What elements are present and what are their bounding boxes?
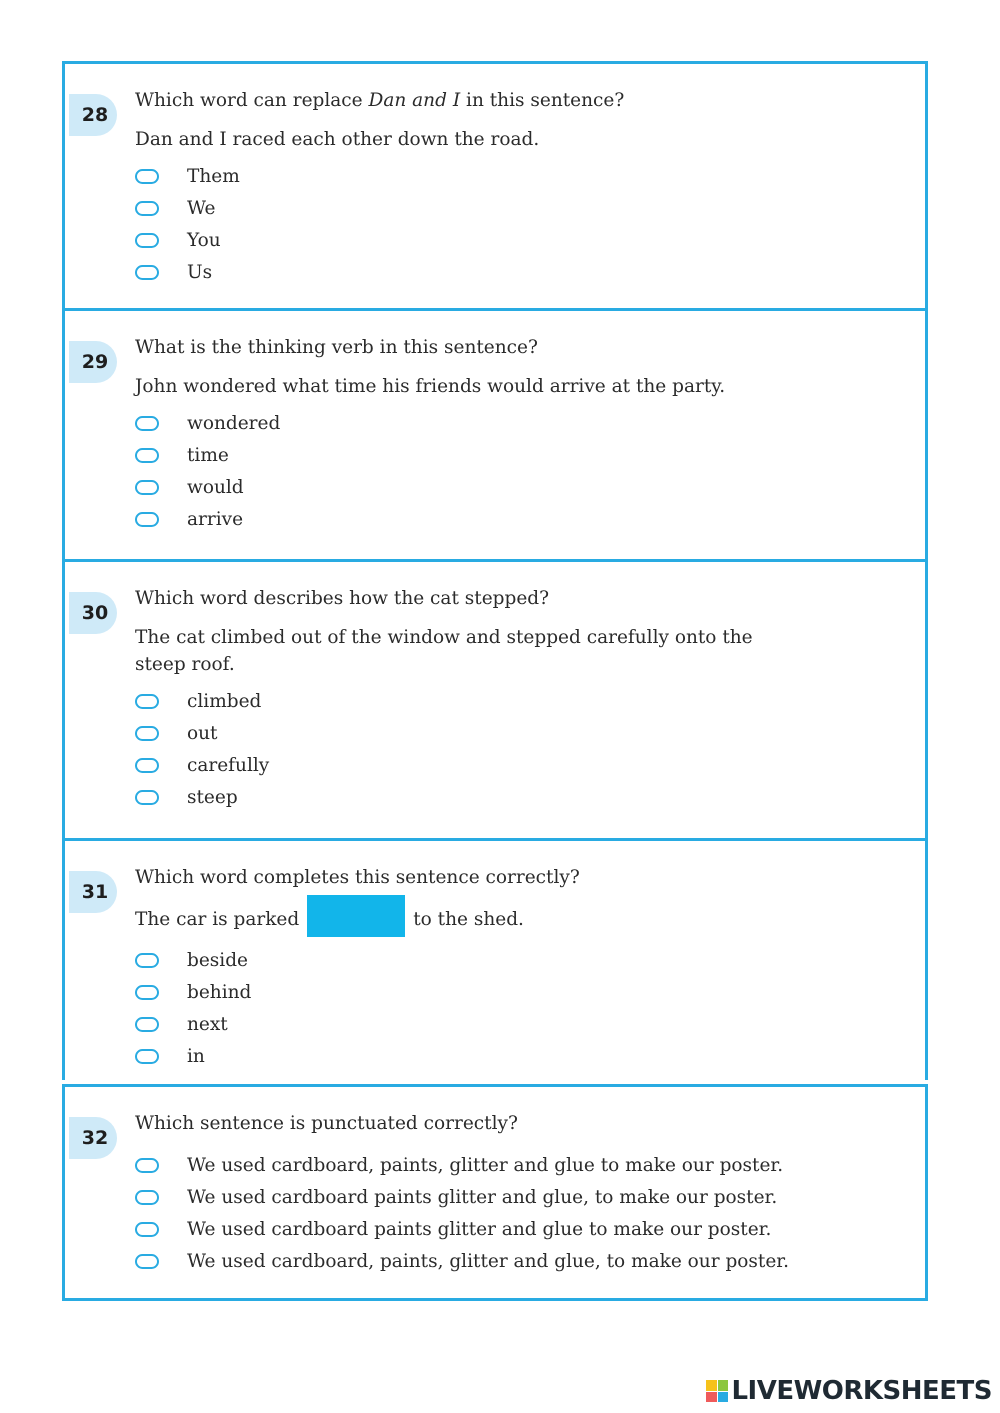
radio-oval-icon[interactable] xyxy=(135,265,159,280)
answer-option[interactable] xyxy=(135,1245,905,1277)
question-prompt: Which word describes how the cat stepped? xyxy=(135,588,550,609)
answer-options xyxy=(135,407,905,535)
logo-tile xyxy=(706,1380,717,1391)
option-label: climbed xyxy=(187,690,262,712)
question-29 xyxy=(62,311,928,562)
radio-oval-icon[interactable] xyxy=(135,1222,159,1237)
question-prompt: Which word completes this sentence correctly? xyxy=(135,867,580,888)
option-label: Them xyxy=(187,165,240,187)
radio-oval-icon[interactable] xyxy=(135,726,159,741)
radio-oval-icon[interactable] xyxy=(135,694,159,709)
option-label: steep xyxy=(187,786,238,808)
answer-option[interactable] xyxy=(135,717,905,749)
option-label: next xyxy=(187,1013,228,1035)
option-label: would xyxy=(187,476,244,498)
radio-oval-icon[interactable] xyxy=(135,1190,159,1205)
answer-option[interactable] xyxy=(135,256,905,288)
radio-oval-icon[interactable] xyxy=(135,758,159,773)
radio-oval-icon[interactable] xyxy=(135,233,159,248)
answer-blank-input[interactable] xyxy=(307,895,405,937)
question-32 xyxy=(62,1084,928,1301)
logo-tiles-icon xyxy=(706,1380,728,1402)
logo-tile xyxy=(706,1392,717,1403)
option-label: We used cardboard, paints, glitter and glue, to make our poster. xyxy=(187,1250,789,1272)
liveworksheets-logo xyxy=(706,1376,992,1406)
answer-option[interactable] xyxy=(135,1213,905,1245)
answer-option[interactable] xyxy=(135,407,905,439)
option-label: out xyxy=(187,722,218,744)
radio-oval-icon[interactable] xyxy=(135,480,159,495)
option-label: We xyxy=(187,197,216,219)
answer-options xyxy=(135,944,905,1072)
radio-oval-icon[interactable] xyxy=(135,416,159,431)
radio-oval-icon[interactable] xyxy=(135,201,159,216)
answer-option[interactable] xyxy=(135,749,905,781)
option-label: We used cardboard, paints, glitter and glue to make our poster. xyxy=(187,1154,784,1176)
option-label: We used cardboard paints glitter and glue, to make our poster. xyxy=(187,1186,778,1208)
answer-option[interactable] xyxy=(135,224,905,256)
logo-tile xyxy=(718,1392,729,1403)
radio-oval-icon[interactable] xyxy=(135,512,159,527)
answer-options xyxy=(135,160,905,288)
example-sentence: John wondered what time his friends would arrive at the party. xyxy=(135,376,726,397)
option-label: You xyxy=(187,229,221,251)
option-label: time xyxy=(187,444,229,466)
question-prompt: Which sentence is punctuated correctly? xyxy=(135,1113,518,1134)
option-label: Us xyxy=(187,261,213,283)
option-label: behind xyxy=(187,981,252,1003)
question-number: 29 xyxy=(69,341,117,383)
example-sentence: Dan and I raced each other down the road. xyxy=(135,129,540,150)
question-31 xyxy=(62,841,928,1080)
answer-option[interactable] xyxy=(135,685,905,717)
answer-option[interactable] xyxy=(135,976,905,1008)
option-label: arrive xyxy=(187,508,244,530)
option-label: carefully xyxy=(187,754,270,776)
radio-oval-icon[interactable] xyxy=(135,1254,159,1269)
radio-oval-icon[interactable] xyxy=(135,1158,159,1173)
answer-option[interactable] xyxy=(135,1008,905,1040)
brand-name: LIVEWORKSHEETS xyxy=(731,1376,992,1406)
answer-option[interactable] xyxy=(135,1181,905,1213)
radio-oval-icon[interactable] xyxy=(135,953,159,968)
question-28 xyxy=(62,61,928,311)
answer-option[interactable] xyxy=(135,192,905,224)
answer-option[interactable] xyxy=(135,439,905,471)
answer-option[interactable] xyxy=(135,471,905,503)
radio-oval-icon[interactable] xyxy=(135,169,159,184)
radio-oval-icon[interactable] xyxy=(135,1017,159,1032)
radio-oval-icon[interactable] xyxy=(135,448,159,463)
option-label: We used cardboard paints glitter and glue to make our poster. xyxy=(187,1218,772,1240)
option-label: in xyxy=(187,1045,205,1067)
answer-options xyxy=(135,1149,905,1277)
answer-option[interactable] xyxy=(135,503,905,535)
question-number: 32 xyxy=(69,1117,117,1159)
question-number: 30 xyxy=(69,592,117,634)
answer-option[interactable] xyxy=(135,1149,905,1181)
answer-options xyxy=(135,685,905,813)
example-sentence: The cat climbed out of the window and stepped carefully onto the steep roof. xyxy=(135,627,753,675)
option-label: wondered xyxy=(187,412,281,434)
question-number: 28 xyxy=(69,94,117,136)
question-prompt: Which word can replace Dan and I in this sentence? xyxy=(135,90,625,111)
option-label: beside xyxy=(187,949,248,971)
answer-option[interactable] xyxy=(135,944,905,976)
radio-oval-icon[interactable] xyxy=(135,985,159,1000)
prompt-emphasis: Dan and I xyxy=(368,90,461,111)
answer-option[interactable] xyxy=(135,1040,905,1072)
logo-tile xyxy=(718,1380,729,1391)
answer-option[interactable] xyxy=(135,160,905,192)
example-sentence: The car is parked to the shed. xyxy=(135,903,905,937)
radio-oval-icon[interactable] xyxy=(135,790,159,805)
radio-oval-icon[interactable] xyxy=(135,1049,159,1064)
question-number: 31 xyxy=(69,871,117,913)
question-30 xyxy=(62,562,928,841)
answer-option[interactable] xyxy=(135,781,905,813)
question-prompt: What is the thinking verb in this sentence? xyxy=(135,337,538,358)
